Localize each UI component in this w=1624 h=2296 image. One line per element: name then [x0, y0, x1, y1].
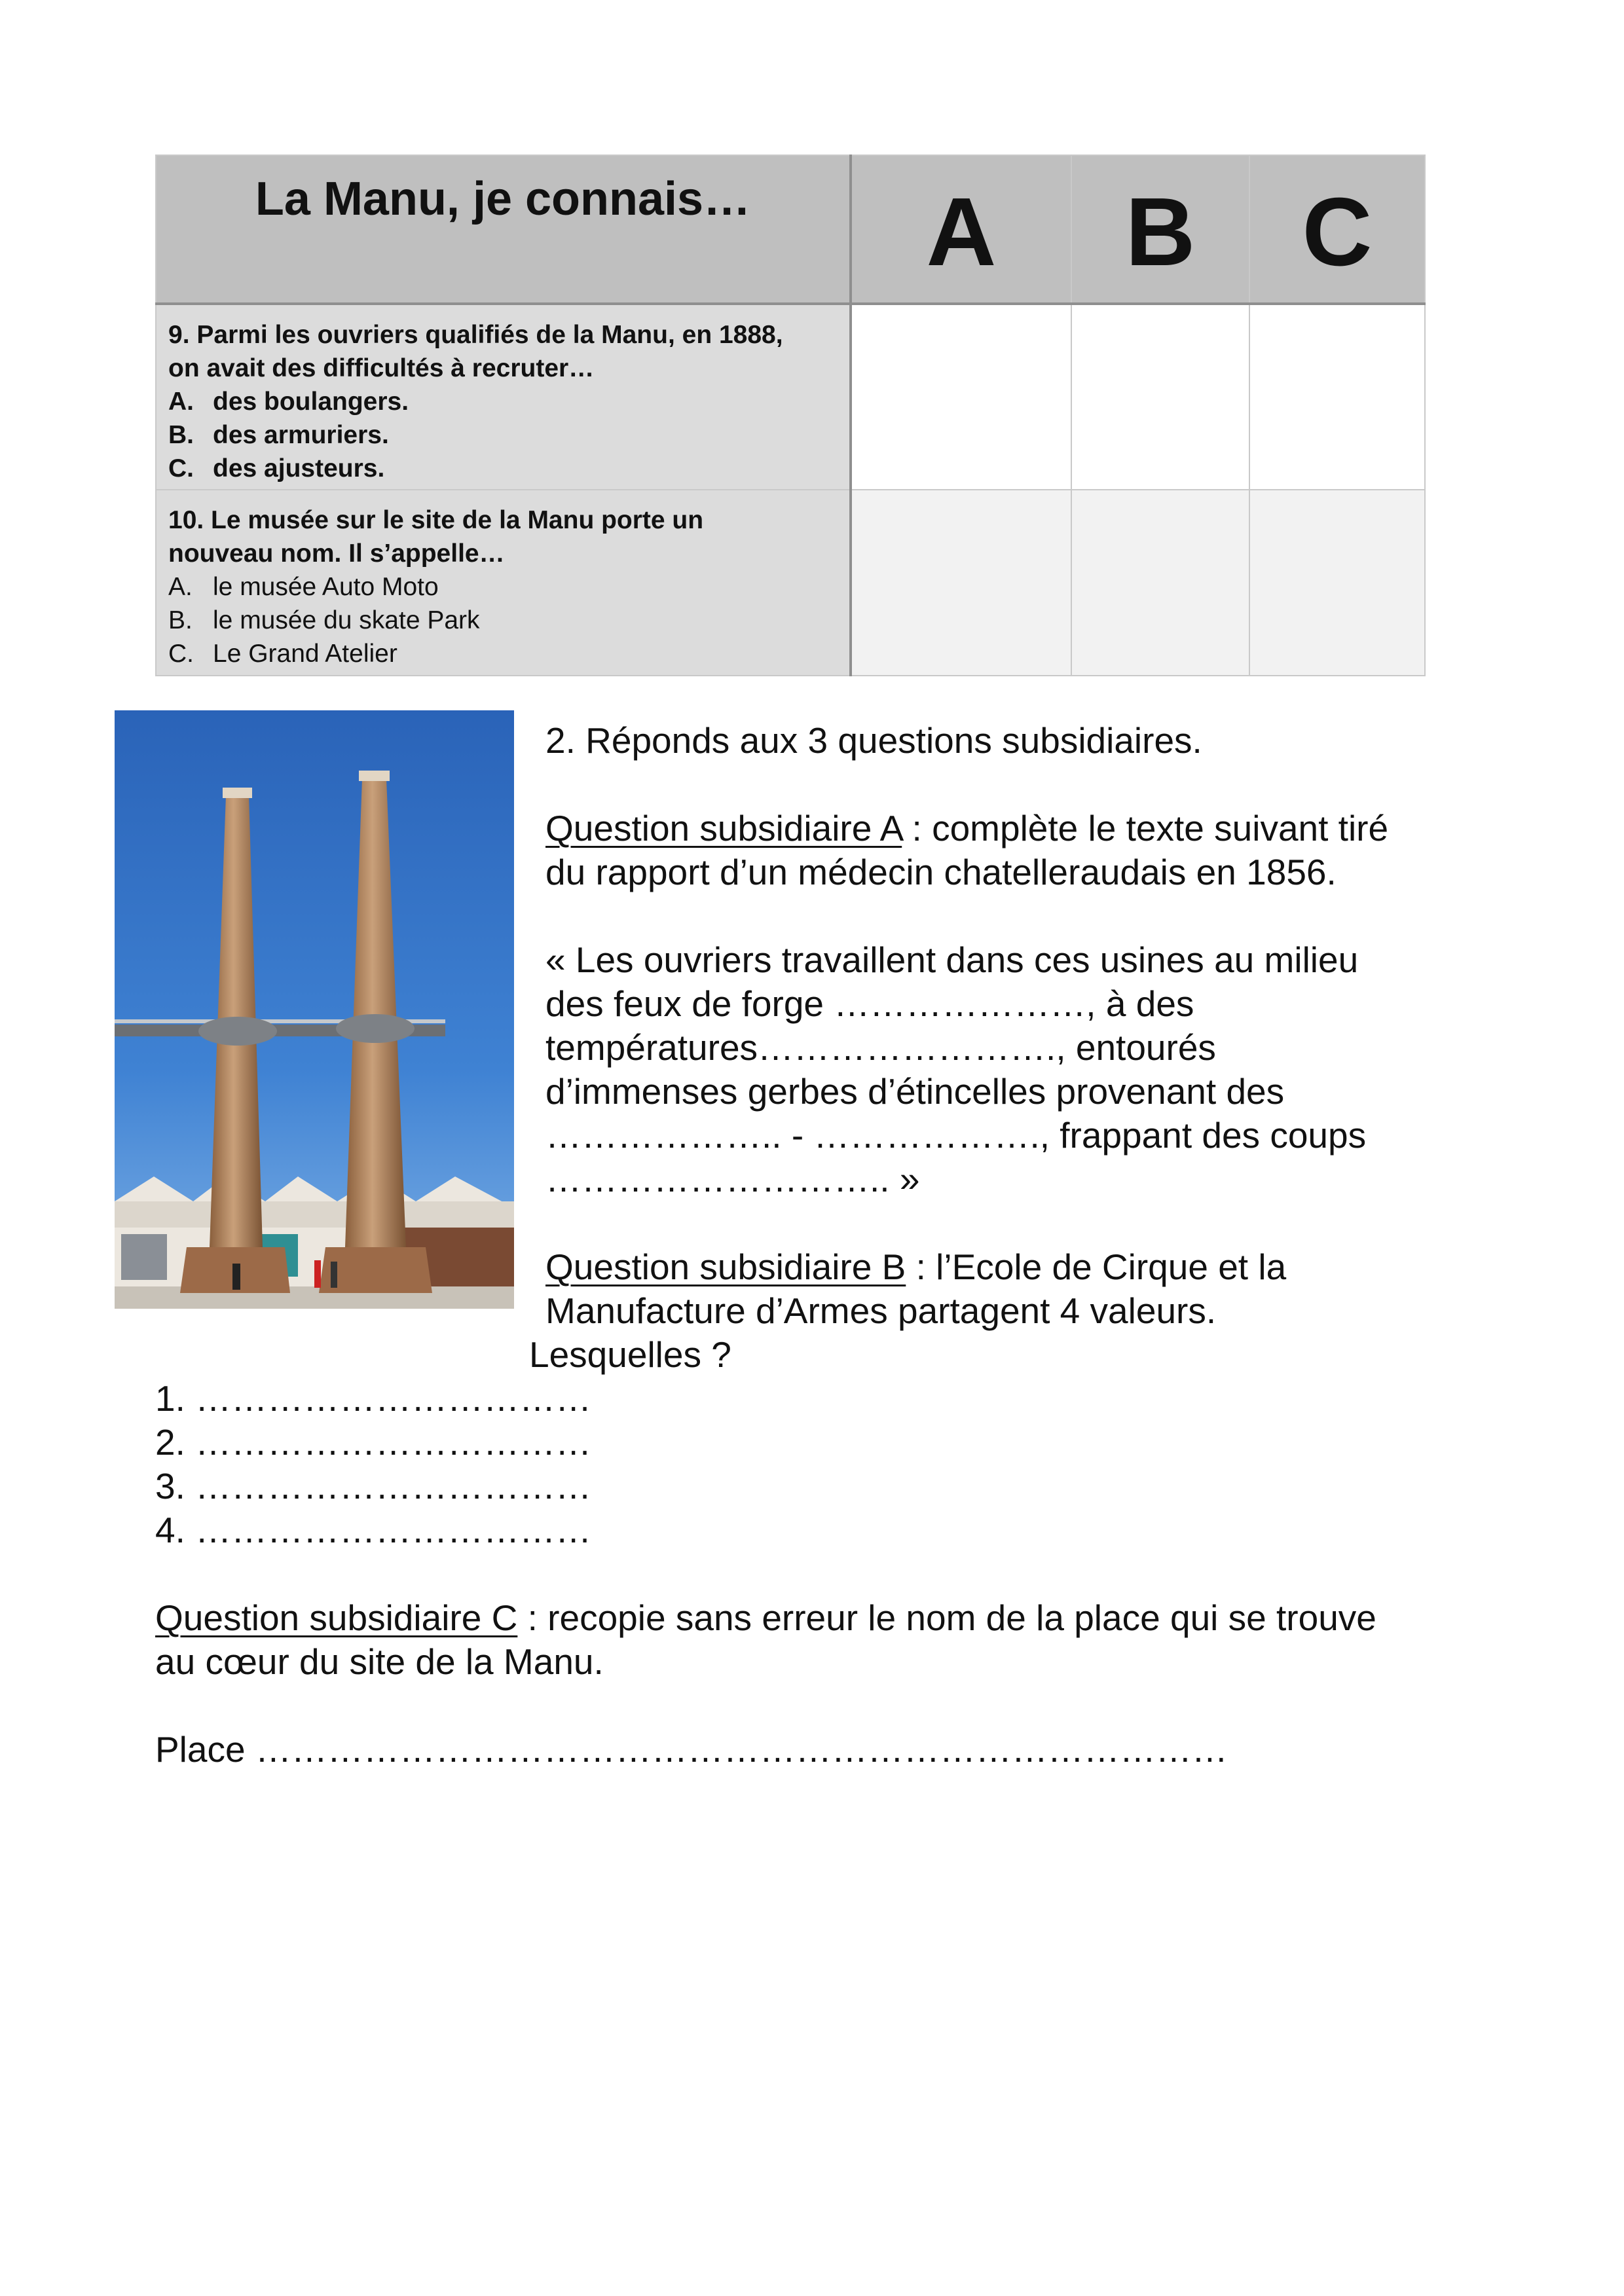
- column-header-a: A: [851, 155, 1071, 304]
- question-9-option-b: [168, 418, 838, 452]
- quote-line-1: « Les ouvriers travaillent dans ces usines au milieu: [545, 939, 1359, 980]
- quiz-header-row: [156, 155, 1425, 304]
- option-text: Le Grand Atelier: [213, 640, 397, 668]
- question-c-line2: au cœur du site de la Manu.: [155, 1641, 604, 1682]
- value-answer-4[interactable]: 4. ……………………………: [155, 1510, 592, 1550]
- value-answer-1[interactable]: 1. ……………………………: [155, 1378, 592, 1419]
- column-header-c: C: [1249, 155, 1425, 304]
- value-answer-3[interactable]: 3. ……………………………: [155, 1466, 592, 1506]
- quote-line-4: d’immenses gerbes d’étincelles provenant des: [545, 1071, 1285, 1112]
- question-row-9: [156, 304, 1425, 490]
- question-9-stem-line2: on avait des difficultés à recruter…: [168, 354, 595, 382]
- question-a-line1-rest: : complète le texte suivant tiré: [902, 808, 1389, 848]
- quote-line-5[interactable]: ……………….. - ………………., frappant des coups: [545, 1115, 1367, 1156]
- question-9-option-c: [168, 452, 838, 485]
- quote-line-2[interactable]: des feux de forge …………………, à des: [545, 983, 1194, 1024]
- question-10-cell: [156, 490, 851, 676]
- question-9-option-a: [168, 385, 838, 418]
- option-letter: B.: [168, 606, 193, 634]
- question-b-line1: [545, 1245, 1286, 1289]
- answer-cell-10-b[interactable]: [1071, 490, 1249, 676]
- question-c-label: Question subsidiaire C: [155, 1597, 518, 1638]
- answer-cell-9-a[interactable]: [851, 304, 1071, 490]
- value-answer-2[interactable]: 2. ……………………………: [155, 1422, 592, 1463]
- column-header-b: B: [1071, 155, 1249, 304]
- question-b-line3: Lesquelles ?: [529, 1334, 731, 1375]
- question-10-stem-line1: 10. Le musée sur le site de la Manu porte un: [168, 506, 704, 534]
- question-row-10: [156, 490, 1425, 676]
- question-10-option-c: [168, 637, 838, 670]
- option-text: des boulangers.: [213, 388, 409, 416]
- section-2-heading: 2. Réponds aux 3 questions subsidiaires.: [545, 720, 1202, 761]
- question-b-line1-rest: : l’Ecole de Cirque et la: [906, 1247, 1287, 1287]
- option-letter: C.: [168, 454, 194, 483]
- option-letter: A.: [168, 573, 193, 601]
- answer-cell-9-b[interactable]: [1071, 304, 1249, 490]
- option-letter: A.: [168, 388, 194, 416]
- option-text: le musée du skate Park: [213, 606, 480, 634]
- answer-cell-10-c[interactable]: [1249, 490, 1425, 676]
- quiz-title-cell: [156, 155, 851, 304]
- question-10-option-b: [168, 604, 838, 637]
- place-answer-line[interactable]: Place ………………………………………………………………………: [155, 1729, 1228, 1770]
- chimneys-illustration: [115, 710, 514, 1309]
- question-9-cell: [156, 304, 851, 490]
- option-text: des ajusteurs.: [213, 454, 385, 483]
- question-10-option-a: [168, 570, 838, 604]
- question-b-label: Question subsidiaire B: [545, 1247, 906, 1287]
- question-c-line1: [155, 1596, 1376, 1640]
- answer-cell-10-a[interactable]: [851, 490, 1071, 676]
- question-a-line1: [545, 807, 1388, 850]
- option-letter: C.: [168, 640, 194, 668]
- quote-line-3[interactable]: températures……………………., entourés: [545, 1027, 1216, 1068]
- quote-line-6[interactable]: ……………………….. »: [545, 1159, 920, 1199]
- option-text: des armuriers.: [213, 421, 389, 449]
- question-c-line1-rest: : recopie sans erreur le nom de la place qui se trouve: [517, 1597, 1376, 1638]
- question-9-stem-line1: 9. Parmi les ouvriers qualifiés de la Manu, en 1888,: [168, 321, 783, 349]
- quiz-title: La Manu, je connais…: [255, 173, 751, 225]
- chimneys-photo: [115, 710, 514, 1309]
- option-text: le musée Auto Moto: [213, 573, 439, 601]
- option-letter: B.: [168, 421, 194, 449]
- answer-cell-9-c[interactable]: [1249, 304, 1425, 490]
- question-10-stem-line2: nouveau nom. Il s’appelle…: [168, 539, 505, 568]
- question-b-line2: Manufacture d’Armes partagent 4 valeurs.: [545, 1290, 1217, 1331]
- question-a-label: Question subsidiaire A: [545, 808, 902, 848]
- quiz-table: [155, 155, 1426, 676]
- question-a-line2: du rapport d’un médecin chatelleraudais en 1856.: [545, 852, 1337, 892]
